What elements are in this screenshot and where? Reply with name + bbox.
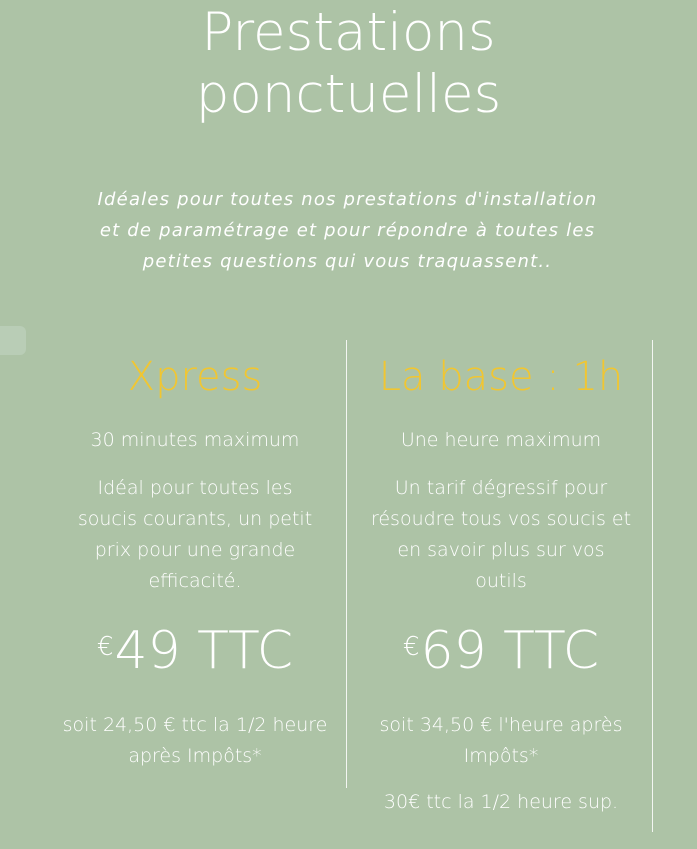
side-tab-handle[interactable] (0, 326, 26, 355)
intro-text: Idéales pour toutes nos prestations d'installation et de paramétrage et pour répondre à toutes les petites questions qui vous traquassent.. (97, 189, 598, 272)
plan-price (350, 618, 652, 684)
page-title (0, 2, 697, 126)
plan-price-amount: 69 TTC (420, 621, 600, 681)
column-divider-right (652, 340, 653, 832)
plan-price (40, 618, 350, 684)
column-divider (346, 340, 347, 788)
plan-name: Xpress (127, 354, 263, 400)
plan-after-tax: soit 24,50 € ttc la 1/2 heure après Impôts* (62, 714, 328, 767)
plan-description: Idéal pour toutes les soucis courants, un petit prix pour une grande efficacité. (77, 477, 313, 592)
plan-name: La base : 1h (378, 354, 624, 400)
plan-duration: 30 minutes maximum (90, 429, 300, 451)
euro-symbol: € (402, 632, 420, 662)
plan-duration: Une heure maximum (400, 429, 602, 451)
plan-price-amount: 49 TTC (114, 621, 294, 681)
page-title-line-2: ponctuelles (195, 64, 502, 125)
plan-after-tax: soit 34,50 € l'heure après Impôts* (379, 714, 623, 767)
plan-description: Un tarif dégressif pour résoudre tous vos soucis et en savoir plus sur vos outils (370, 477, 632, 592)
page-title-line-1: Prestations (201, 2, 496, 63)
plan-extra-rate: 30€ ttc la 1/2 heure sup. (383, 791, 619, 813)
euro-symbol: € (96, 632, 114, 662)
